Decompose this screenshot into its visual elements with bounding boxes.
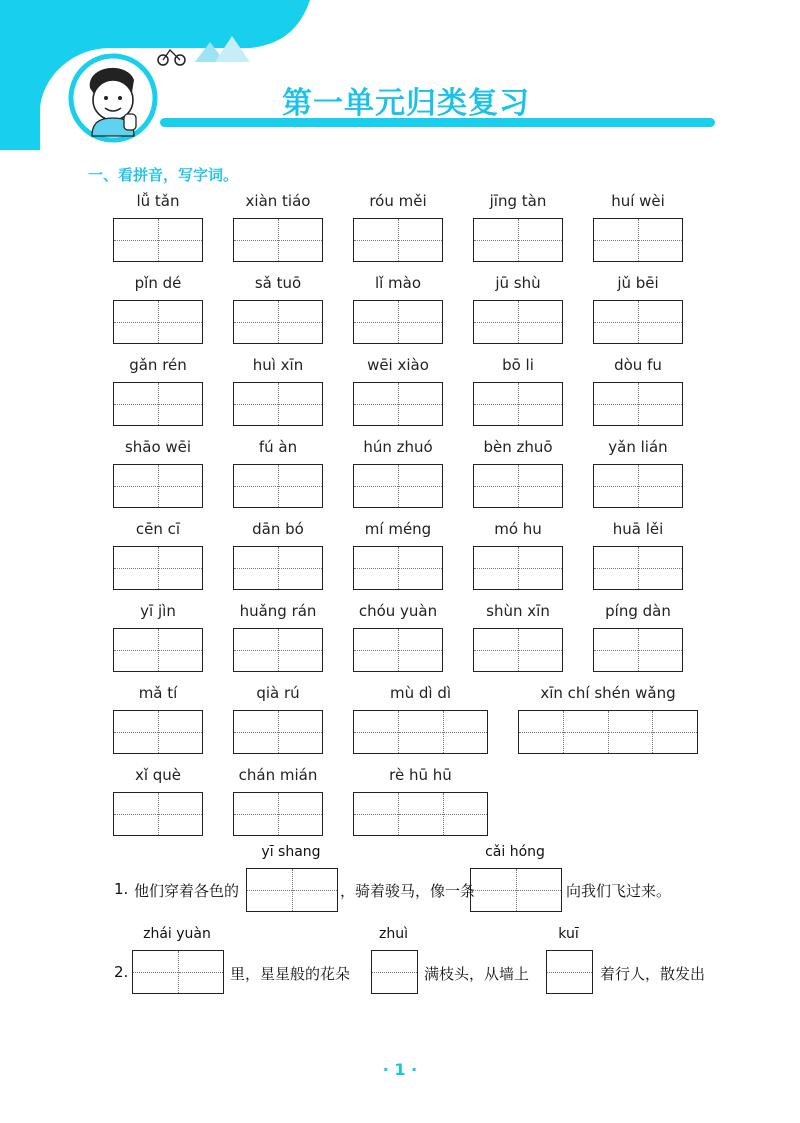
- writing-cell[interactable]: [638, 301, 682, 343]
- writing-cell[interactable]: [474, 219, 518, 261]
- writing-cell[interactable]: [133, 951, 178, 993]
- writing-cell[interactable]: [178, 951, 223, 993]
- writing-cell[interactable]: [594, 219, 638, 261]
- word-item: [593, 274, 683, 344]
- pinyin-label: yī shang: [261, 844, 321, 860]
- writing-grid[interactable]: [113, 300, 203, 344]
- writing-cell[interactable]: [114, 219, 158, 261]
- word-item: [353, 274, 443, 344]
- writing-cell[interactable]: [354, 301, 398, 343]
- pinyin-label: bō li: [502, 356, 534, 374]
- pinyin-label: chóu yuàn: [358, 602, 438, 620]
- writing-cell[interactable]: [594, 465, 638, 507]
- pinyin-label: lǚ tǎn: [136, 192, 180, 210]
- word-item: [233, 356, 323, 426]
- writing-grid[interactable]: [233, 710, 323, 754]
- word-item: [113, 602, 203, 672]
- writing-cell[interactable]: [398, 711, 442, 753]
- word-item: [473, 520, 563, 590]
- writing-cell[interactable]: [114, 711, 158, 753]
- word-item: [473, 602, 563, 672]
- pinyin-label: mó hu: [494, 520, 542, 538]
- page-header: [0, 0, 800, 160]
- word-item: [353, 356, 443, 426]
- pinyin-label: huí wèi: [611, 192, 665, 210]
- pinyin-label: bèn zhuō: [483, 438, 553, 456]
- word-item: [473, 274, 563, 344]
- pinyin-label: cēn cī: [135, 520, 181, 538]
- page-number: · 1 ·: [382, 1060, 418, 1079]
- writing-grid[interactable]: [233, 218, 323, 262]
- sentence-text: 满枝头，从墙上: [424, 965, 530, 983]
- writing-cell[interactable]: [398, 793, 442, 835]
- pinyin-label: gǎn rén: [129, 356, 187, 374]
- writing-cell[interactable]: [594, 383, 638, 425]
- writing-cell[interactable]: [547, 951, 592, 993]
- writing-cell[interactable]: [278, 301, 322, 343]
- writing-cell[interactable]: [158, 547, 202, 589]
- writing-cell[interactable]: [398, 465, 442, 507]
- pinyin-label: dān bó: [252, 520, 304, 538]
- writing-grid[interactable]: [353, 382, 443, 426]
- writing-cell[interactable]: [594, 547, 638, 589]
- writing-grid[interactable]: [113, 382, 203, 426]
- word-item: [353, 766, 488, 836]
- pinyin-label: pǐn dé: [134, 274, 182, 292]
- writing-cell[interactable]: [158, 301, 202, 343]
- pinyin-label: zhái yuàn: [143, 926, 211, 942]
- word-item: [593, 356, 683, 426]
- sentence-text: 他们穿着各色的: [134, 882, 240, 900]
- writing-grid[interactable]: [113, 710, 203, 754]
- writing-cell[interactable]: [638, 219, 682, 261]
- writing-grid[interactable]: [371, 950, 418, 994]
- writing-cell[interactable]: [234, 219, 278, 261]
- sentence-text: 里，星星般的花朵: [230, 965, 351, 983]
- word-item: [233, 602, 323, 672]
- word-item: [353, 438, 443, 508]
- pinyin-label: shùn xīn: [486, 602, 550, 620]
- pinyin-label: píng dàn: [605, 602, 671, 620]
- writing-cell[interactable]: [518, 547, 562, 589]
- sentence-number: 1.: [114, 880, 129, 898]
- writing-grid[interactable]: [473, 300, 563, 344]
- writing-grid[interactable]: [353, 628, 443, 672]
- writing-cell[interactable]: [398, 301, 442, 343]
- pinyin-label: huā lěi: [612, 520, 664, 538]
- writing-cell[interactable]: [563, 711, 608, 753]
- writing-cell[interactable]: [474, 301, 518, 343]
- pinyin-label: xīn chí shén wǎng: [540, 684, 676, 702]
- writing-cell[interactable]: [114, 301, 158, 343]
- writing-cell[interactable]: [638, 465, 682, 507]
- writing-cell[interactable]: [114, 629, 158, 671]
- word-item: [113, 192, 203, 262]
- writing-grid[interactable]: [233, 792, 323, 836]
- word-item: [113, 438, 203, 508]
- pinyin-label: jīng tàn: [489, 192, 547, 210]
- word-item: [593, 192, 683, 262]
- pinyin-label: róu měi: [369, 192, 427, 210]
- pinyin-label: jū shù: [495, 274, 541, 292]
- writing-cell[interactable]: [278, 547, 322, 589]
- writing-grid[interactable]: [113, 218, 203, 262]
- word-item: [233, 766, 323, 836]
- writing-cell[interactable]: [234, 465, 278, 507]
- writing-grid[interactable]: [470, 868, 562, 912]
- pinyin-label: hún zhuó: [363, 438, 433, 456]
- writing-cell[interactable]: [608, 711, 653, 753]
- writing-grid[interactable]: [593, 300, 683, 344]
- writing-grid[interactable]: [593, 464, 683, 508]
- writing-grid[interactable]: [473, 628, 563, 672]
- pinyin-label: xiàn tiáo: [245, 192, 311, 210]
- writing-cell[interactable]: [158, 629, 202, 671]
- word-item: [473, 356, 563, 426]
- writing-cell[interactable]: [638, 629, 682, 671]
- writing-cell[interactable]: [234, 383, 278, 425]
- word-item: [113, 520, 203, 590]
- pinyin-label: dòu fu: [614, 356, 662, 374]
- pinyin-label: mí méng: [364, 520, 432, 538]
- writing-cell[interactable]: [474, 629, 518, 671]
- writing-grid[interactable]: [353, 546, 443, 590]
- word-item: [233, 520, 323, 590]
- writing-grid[interactable]: [233, 382, 323, 426]
- pinyin-label: kuī: [558, 926, 579, 942]
- pinyin-label: huǎng rán: [239, 602, 317, 620]
- word-item: [113, 766, 203, 836]
- word-item: [233, 192, 323, 262]
- word-item: [353, 192, 443, 262]
- writing-cell[interactable]: [398, 629, 442, 671]
- writing-cell[interactable]: [247, 869, 292, 911]
- pinyin-label: cǎi hóng: [485, 844, 545, 860]
- writing-cell[interactable]: [354, 793, 398, 835]
- writing-grid[interactable]: [353, 464, 443, 508]
- writing-cell[interactable]: [594, 629, 638, 671]
- writing-cell[interactable]: [372, 951, 417, 993]
- word-item: [353, 520, 443, 590]
- writing-grid[interactable]: [593, 546, 683, 590]
- writing-cell[interactable]: [471, 869, 516, 911]
- page-title: 第一单元归类复习: [282, 86, 530, 121]
- word-item: [473, 438, 563, 508]
- sentence-number: 2.: [114, 963, 129, 981]
- writing-grid[interactable]: [233, 300, 323, 344]
- writing-cell[interactable]: [278, 629, 322, 671]
- writing-grid[interactable]: [132, 950, 224, 994]
- writing-cell[interactable]: [518, 301, 562, 343]
- writing-cell[interactable]: [443, 711, 487, 753]
- pinyin-label: yǎn lián: [608, 438, 668, 456]
- word-item: [353, 602, 443, 672]
- writing-cell[interactable]: [234, 301, 278, 343]
- writing-grid[interactable]: [233, 464, 323, 508]
- writing-cell[interactable]: [114, 383, 158, 425]
- writing-cell[interactable]: [354, 711, 398, 753]
- pinyin-label: wēi xiào: [367, 356, 429, 374]
- writing-cell[interactable]: [114, 465, 158, 507]
- writing-cell[interactable]: [518, 629, 562, 671]
- word-item: [473, 192, 563, 262]
- writing-cell[interactable]: [158, 219, 202, 261]
- writing-grid[interactable]: [518, 710, 698, 754]
- writing-cell[interactable]: [234, 547, 278, 589]
- writing-cell[interactable]: [638, 547, 682, 589]
- writing-cell[interactable]: [354, 219, 398, 261]
- word-item: [353, 684, 488, 754]
- writing-grid[interactable]: [353, 710, 488, 754]
- writing-cell[interactable]: [234, 793, 278, 835]
- writing-grid[interactable]: [473, 546, 563, 590]
- pinyin-label: fú àn: [258, 438, 298, 456]
- writing-grid[interactable]: [113, 546, 203, 590]
- sentence-text: 向我们飞过来。: [566, 882, 672, 900]
- pinyin-label: xǐ què: [134, 766, 182, 784]
- writing-cell[interactable]: [474, 547, 518, 589]
- pinyin-label: qià rú: [256, 684, 300, 702]
- writing-cell[interactable]: [398, 219, 442, 261]
- writing-grid[interactable]: [473, 464, 563, 508]
- writing-cell[interactable]: [518, 383, 562, 425]
- pinyin-label: huì xīn: [252, 356, 304, 374]
- writing-cell[interactable]: [354, 629, 398, 671]
- pinyin-label: lǐ mào: [374, 274, 422, 292]
- writing-cell[interactable]: [114, 793, 158, 835]
- pinyin-label: sǎ tuō: [254, 274, 302, 292]
- writing-grid[interactable]: [353, 792, 488, 836]
- section-heading: 一、看拼音，写字词。: [88, 166, 239, 184]
- pinyin-label: rè hū hū: [389, 766, 452, 784]
- pinyin-label: mǎ tí: [138, 684, 178, 702]
- writing-cell[interactable]: [518, 219, 562, 261]
- writing-cell[interactable]: [398, 547, 442, 589]
- writing-grid[interactable]: [593, 218, 683, 262]
- writing-cell[interactable]: [158, 793, 202, 835]
- writing-cell[interactable]: [474, 465, 518, 507]
- writing-cell[interactable]: [234, 711, 278, 753]
- writing-cell[interactable]: [278, 219, 322, 261]
- writing-cell[interactable]: [354, 465, 398, 507]
- writing-grid[interactable]: [113, 464, 203, 508]
- sentence-text: ，骑着骏马，像一条: [340, 882, 476, 900]
- writing-cell[interactable]: [354, 383, 398, 425]
- writing-cell[interactable]: [638, 383, 682, 425]
- writing-grid[interactable]: [473, 218, 563, 262]
- writing-cell[interactable]: [114, 547, 158, 589]
- writing-cell[interactable]: [278, 383, 322, 425]
- writing-cell[interactable]: [518, 465, 562, 507]
- writing-cell[interactable]: [278, 711, 322, 753]
- writing-cell[interactable]: [278, 465, 322, 507]
- pinyin-label: zhuì: [379, 926, 408, 942]
- writing-cell[interactable]: [354, 547, 398, 589]
- writing-cell[interactable]: [652, 711, 697, 753]
- writing-cell[interactable]: [158, 465, 202, 507]
- pinyin-label: shāo wēi: [124, 438, 192, 456]
- word-item: [233, 684, 323, 754]
- pinyin-label: chán mián: [238, 766, 318, 784]
- writing-cell[interactable]: [474, 383, 518, 425]
- writing-cell[interactable]: [443, 793, 487, 835]
- writing-cell[interactable]: [519, 711, 563, 753]
- boy-icon: [78, 58, 150, 138]
- writing-grid[interactable]: [233, 546, 323, 590]
- writing-cell[interactable]: [594, 301, 638, 343]
- writing-cell[interactable]: [158, 711, 202, 753]
- word-item: [113, 684, 203, 754]
- word-item: [593, 520, 683, 590]
- pinyin-label: mù dì dì: [389, 684, 452, 702]
- writing-cell[interactable]: [292, 869, 337, 911]
- writing-grid[interactable]: [593, 382, 683, 426]
- writing-grid[interactable]: [233, 628, 323, 672]
- writing-grid[interactable]: [473, 382, 563, 426]
- sentence-text: 着行人，散发出: [600, 965, 706, 983]
- writing-grid[interactable]: [546, 950, 593, 994]
- word-item: [113, 274, 203, 344]
- word-item: [593, 438, 683, 508]
- word-item: [518, 684, 698, 754]
- writing-grid[interactable]: [593, 628, 683, 672]
- pinyin-label: yī jìn: [140, 602, 176, 620]
- writing-cell[interactable]: [234, 629, 278, 671]
- writing-cell[interactable]: [398, 383, 442, 425]
- writing-cell[interactable]: [516, 869, 561, 911]
- writing-grid[interactable]: [353, 300, 443, 344]
- writing-cell[interactable]: [278, 793, 322, 835]
- writing-grid[interactable]: [113, 792, 203, 836]
- writing-grid[interactable]: [113, 628, 203, 672]
- writing-grid[interactable]: [246, 868, 338, 912]
- word-item: [113, 356, 203, 426]
- word-item: [593, 602, 683, 672]
- word-item: [233, 438, 323, 508]
- word-item: [233, 274, 323, 344]
- pinyin-label: jǔ bēi: [617, 274, 659, 292]
- writing-cell[interactable]: [158, 383, 202, 425]
- writing-grid[interactable]: [353, 218, 443, 262]
